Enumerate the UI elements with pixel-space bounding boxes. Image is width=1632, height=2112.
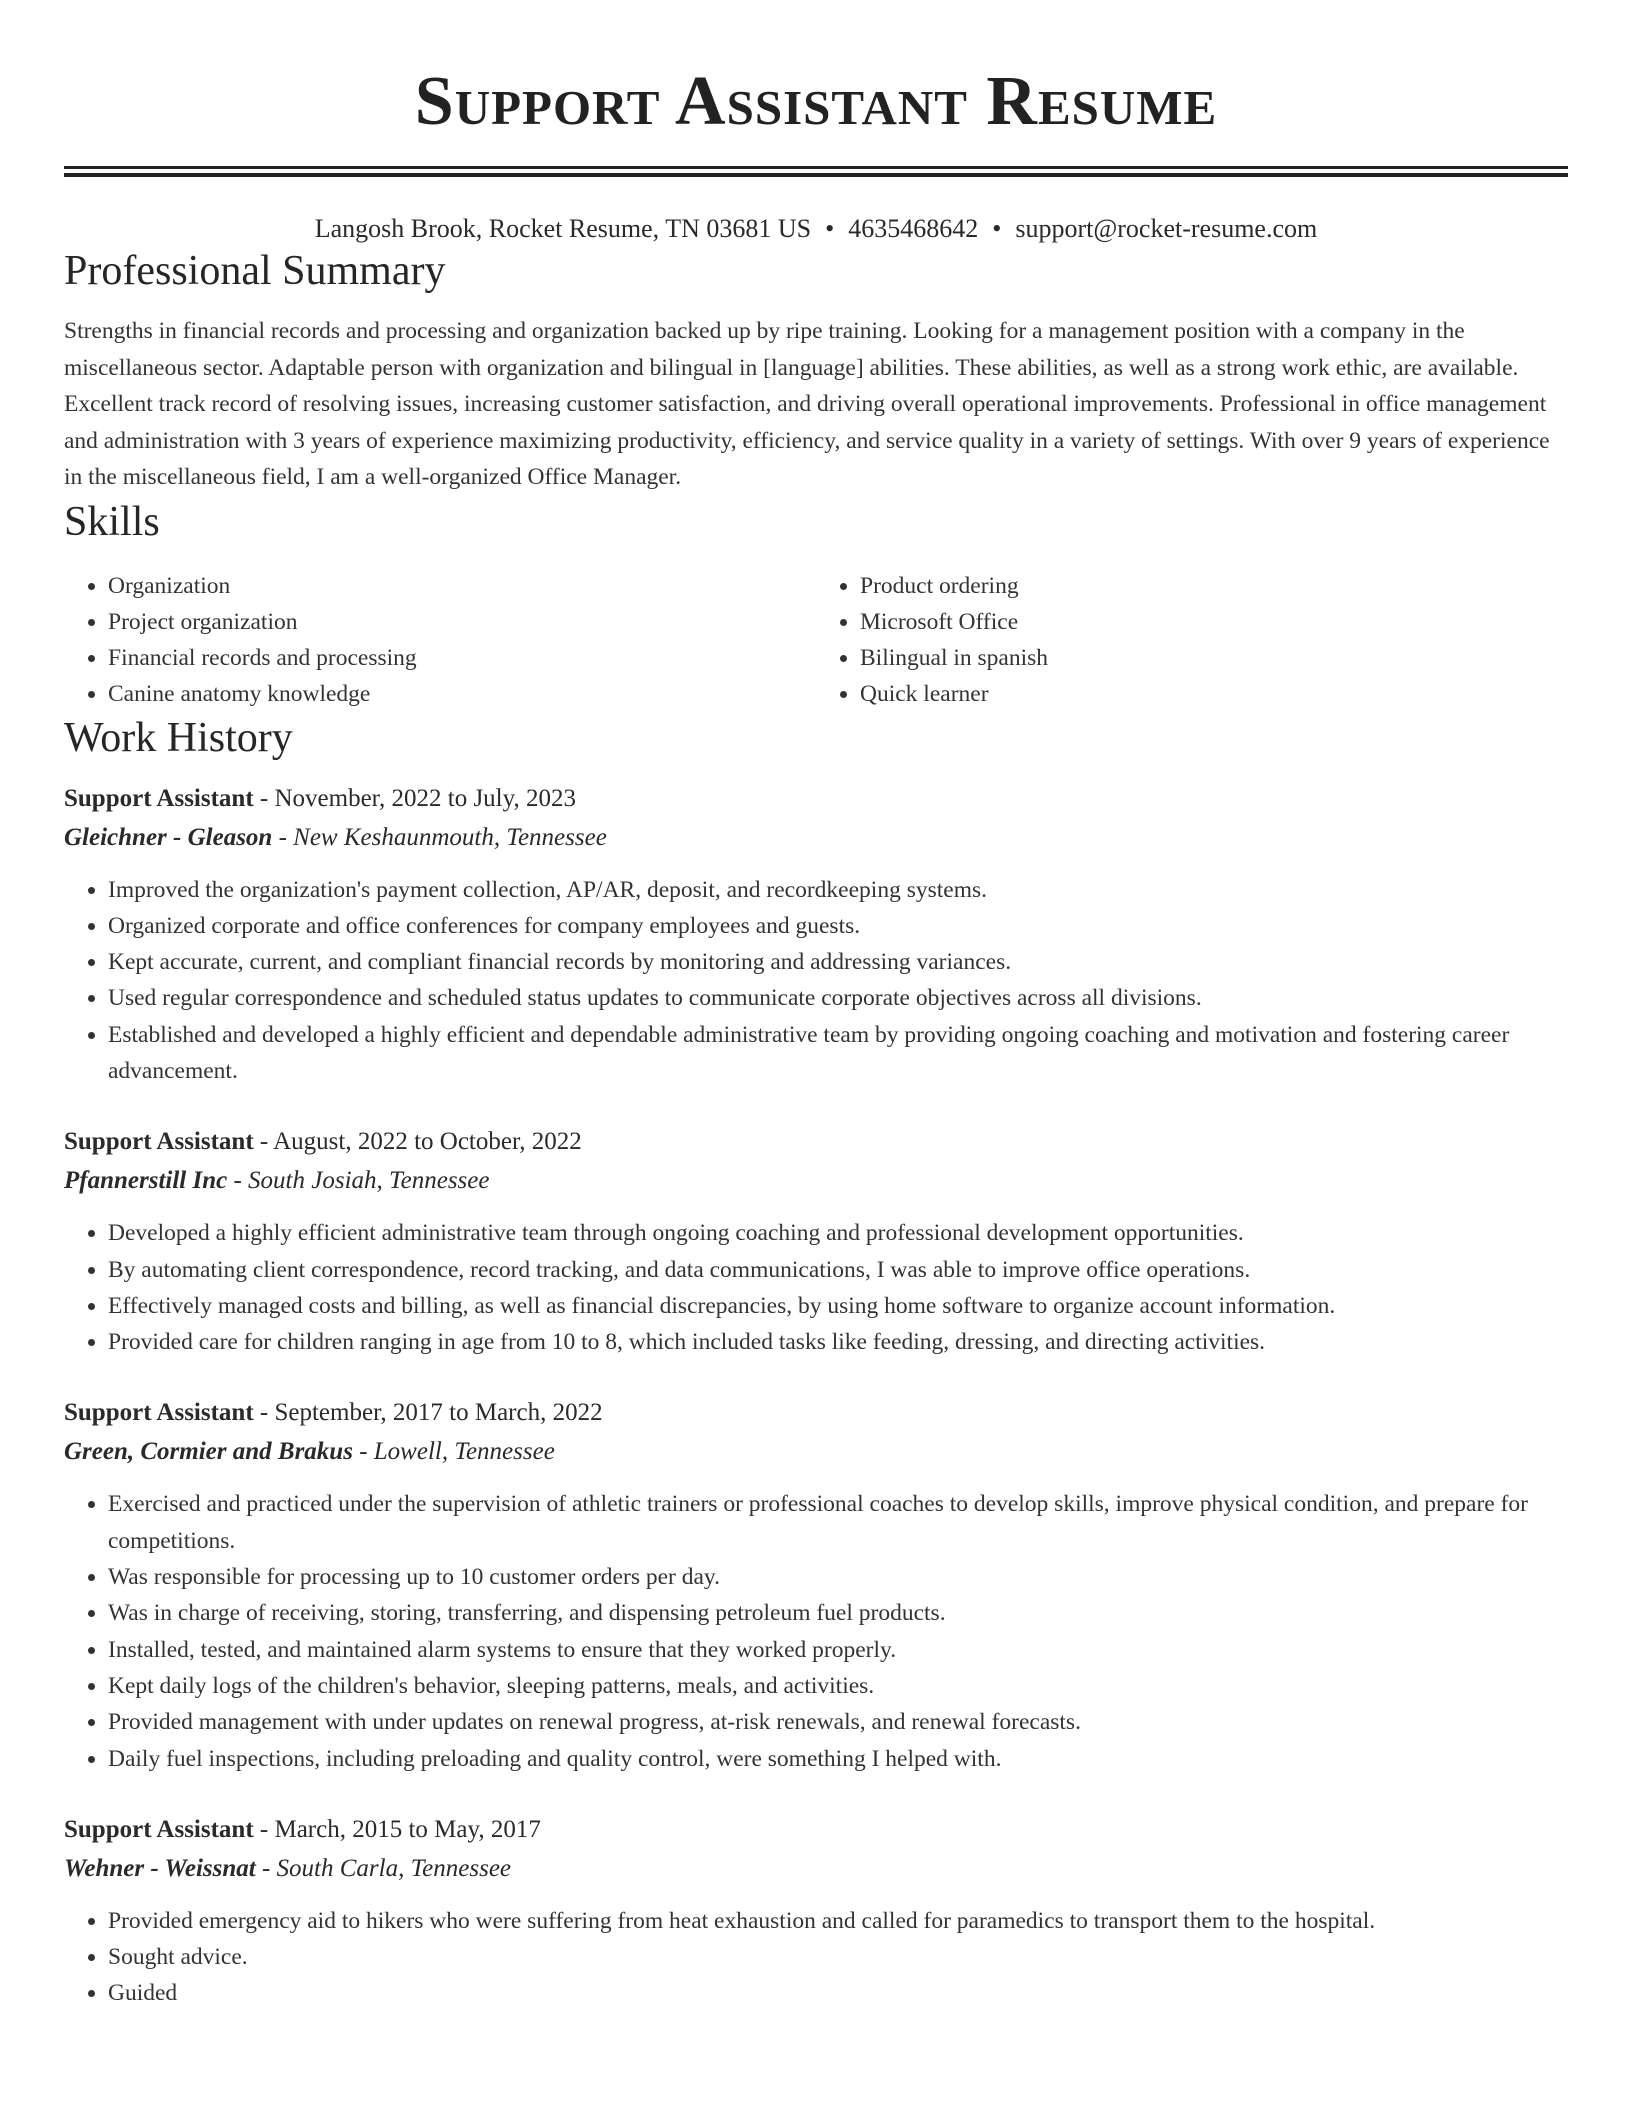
- skills-column-right: [816, 568, 1568, 712]
- job-bullets: [64, 1486, 1568, 1776]
- job-bullet: • Was in charge of receiving, storing, transferring, and dispensing petroleum fuel products.: [108, 1595, 1568, 1631]
- skills-list: [64, 568, 1568, 712]
- job-entry: [64, 1123, 1568, 1360]
- job-title: Support Assistant: [64, 1815, 254, 1843]
- work-history-heading: Work History: [64, 714, 293, 761]
- company-name: Gleichner - Gleason: [64, 823, 273, 851]
- job-bullet: • Used regular correspondence and scheduled status updates to communicate corporate objectives across all divisions.: [108, 980, 1568, 1016]
- job-title: Support Assistant: [64, 1128, 254, 1156]
- skill-item: • Organization: [108, 568, 816, 604]
- skill-item: • Bilingual in spanish: [860, 640, 1568, 676]
- job-entry: [64, 780, 1568, 1090]
- resume-title: Support Assistant Resume: [414, 63, 1218, 140]
- job-bullet: • Provided care for children ranging in age from 10 to 8, which included tasks like feeding, dressing, and directing activities.: [108, 1324, 1568, 1360]
- job-bullet: • Exercised and practiced under the supervision of athletic trainers or professional coaches to develop skills, improve physical condition, and prepare for competitions.: [108, 1486, 1568, 1559]
- job-dates: - August, 2022 to October, 2022: [253, 1128, 582, 1156]
- job-dates: - September, 2017 to March, 2022: [253, 1399, 603, 1427]
- summary-heading: Professional Summary: [64, 248, 446, 294]
- job-dates: - November, 2022 to July, 2023: [253, 784, 576, 812]
- company-name: Pfannerstill Inc: [64, 1167, 228, 1195]
- job-title-line: [64, 1394, 1568, 1432]
- job-bullet: • Developed a highly efficient administrative team through ongoing coaching and professional development opportunities.: [108, 1215, 1568, 1251]
- job-bullet: • Kept accurate, current, and compliant financial records by monitoring and addressing variances.: [108, 944, 1568, 980]
- job-bullet: • Provided management with under updates on renewal progress, at-risk renewals, and renewal forecasts.: [108, 1704, 1568, 1740]
- job-title: Support Assistant: [64, 1399, 254, 1427]
- skills-column-left: [64, 568, 816, 712]
- skill-item: • Microsoft Office: [860, 604, 1568, 640]
- job-title-line: [64, 1811, 1568, 1849]
- job-bullets: [64, 1903, 1568, 2012]
- company-line: [64, 1432, 1568, 1472]
- company-line: [64, 1161, 1568, 1201]
- summary-text: Strengths in financial records and processing and organization backed up by ripe training. Looking for a management position with a company in the miscellaneous sector. Adaptable person with organization and bilingual in [language] abilities. These abilities, as well as a strong work ethic, are available. Excellent track record of resolving issues, increasing customer satisfaction, and driving overall operational improvements. Professional in office management and administration with 3 years of experience maximizing productivity, efficiency, and service quality in a variety of settings. With over 9 years of experience in the miscellaneous field, I am a well-organized Office Manager.: [64, 318, 1550, 490]
- contact-phone: 4635468642: [848, 214, 979, 243]
- job-bullet: • Installed, tested, and maintained alarm systems to ensure that they worked properly.: [108, 1632, 1568, 1668]
- title-divider: [64, 166, 1568, 177]
- job-title: Support Assistant: [64, 784, 254, 812]
- job-bullet: • Was responsible for processing up to 10 customer orders per day.: [108, 1559, 1568, 1595]
- contact-line: [64, 213, 1568, 245]
- job-bullet: • Daily fuel inspections, including preloading and quality control, were something I helped with.: [108, 1741, 1568, 1777]
- contact-separator: •: [992, 214, 1002, 243]
- company-line: [64, 818, 1568, 858]
- contact-email: support@rocket-resume.com: [1015, 214, 1318, 243]
- skill-item: • Financial records and processing: [108, 640, 816, 676]
- company-location: - South Josiah, Tennessee: [227, 1167, 490, 1195]
- skill-item: • Quick learner: [860, 676, 1568, 712]
- job-title-line: [64, 1123, 1568, 1161]
- company-name: Green, Cormier and Brakus: [64, 1438, 353, 1466]
- company-location: - Lowell, Tennessee: [352, 1438, 555, 1466]
- company-line: [64, 1849, 1568, 1889]
- skill-item: • Project organization: [108, 604, 816, 640]
- job-entry: [64, 1394, 1568, 1776]
- job-bullet: • Organized corporate and office conferences for company employees and guests.: [108, 908, 1568, 944]
- company-location: - New Keshaunmouth, Tennessee: [272, 823, 607, 851]
- company-name: Wehner - Weissnat: [64, 1854, 256, 1882]
- job-bullets: [64, 1215, 1568, 1360]
- contact-separator: •: [825, 214, 835, 243]
- job-bullet: • Established and developed a highly efficient and dependable administrative team by providing ongoing coaching and motivation and fostering career advancement.: [108, 1017, 1568, 1090]
- job-entry: [64, 1811, 1568, 2012]
- job-bullet: • Effectively managed costs and billing, as well as financial discrepancies, by using home software to organize account information.: [108, 1288, 1568, 1324]
- job-bullets: [64, 872, 1568, 1090]
- job-bullet: • Provided emergency aid to hikers who were suffering from heat exhaustion and called for paramedics to transport them to the hospital.: [108, 1903, 1568, 1939]
- job-title-line: [64, 780, 1568, 818]
- job-bullet: • By automating client correspondence, record tracking, and data communications, I was able to improve office operations.: [108, 1252, 1568, 1288]
- skill-item: • Canine anatomy knowledge: [108, 676, 816, 712]
- skill-item: • Product ordering: [860, 568, 1568, 604]
- job-dates: - March, 2015 to May, 2017: [253, 1815, 541, 1843]
- contact-address: Langosh Brook, Rocket Resume, TN 03681 US: [314, 214, 812, 243]
- job-bullet: • Improved the organization's payment collection, AP/AR, deposit, and recordkeeping systems.: [108, 872, 1568, 908]
- company-location: - South Carla, Tennessee: [255, 1854, 512, 1882]
- job-bullet: • Sought advice.: [108, 1939, 1568, 1975]
- job-bullet: • Guided: [108, 1975, 1568, 2011]
- skills-heading: Skills: [64, 498, 160, 545]
- job-bullet: • Kept daily logs of the children's behavior, sleeping patterns, meals, and activities.: [108, 1668, 1568, 1704]
